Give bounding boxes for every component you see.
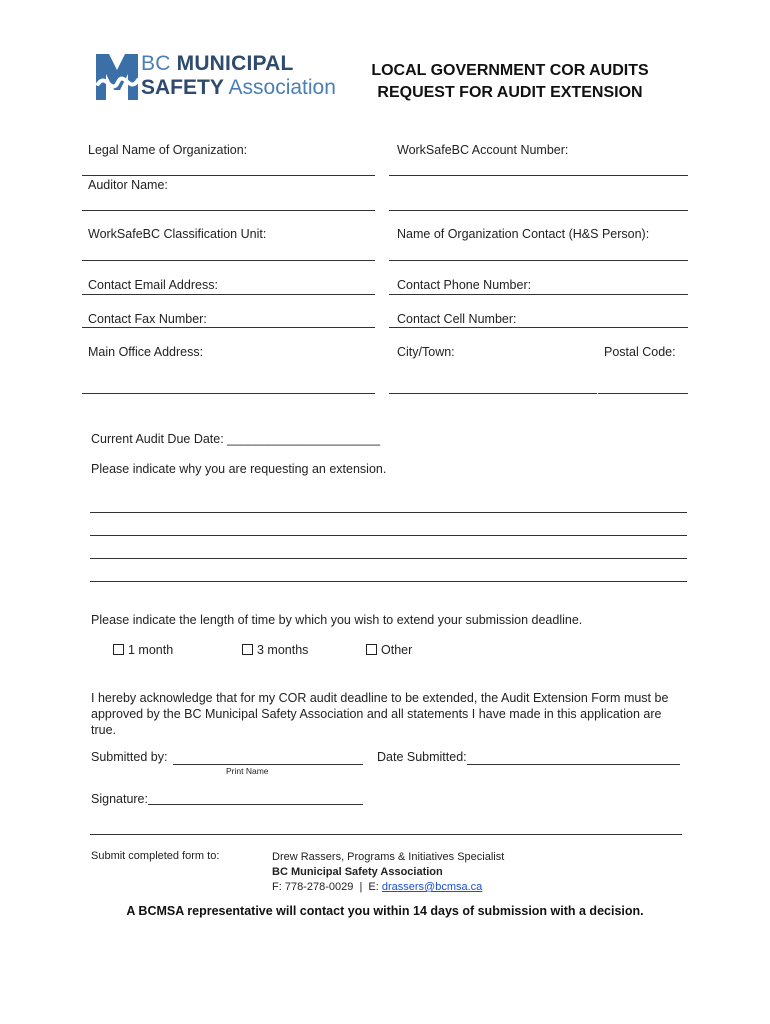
postal-code-label: Postal Code: (604, 345, 676, 359)
footer-note: A BCMSA representative will contact you within 14 days of submission with a decision. (126, 904, 644, 918)
logo-bc: BC (141, 52, 171, 75)
logo-municipal: MUNICIPAL (176, 52, 294, 75)
logo-mark-icon (92, 50, 142, 104)
postal-code-field[interactable] (598, 393, 688, 394)
reason-line-1[interactable] (90, 512, 687, 513)
contact-cell-field[interactable] (389, 327, 688, 328)
submitted-by-label: Submitted by: (91, 750, 168, 764)
submit-to-label: Submit completed form to: (91, 850, 220, 862)
contact-phone: F: 778-278-0029 | E: (272, 881, 382, 893)
page-title (340, 60, 680, 104)
account-number-label: WorkSafeBC Account Number: (397, 143, 569, 157)
contact-line (272, 880, 504, 895)
auditor-name-field[interactable] (82, 210, 375, 211)
contact-fax-label: Contact Fax Number: (88, 312, 207, 326)
option-other-label: Other (381, 643, 413, 657)
reason-line-3[interactable] (90, 558, 687, 559)
audit-due-date-field[interactable]: Current Audit Due Date: ______________________ (91, 432, 381, 446)
main-office-label: Main Office Address: (88, 345, 204, 359)
contact-fax-field[interactable] (82, 327, 375, 328)
checkbox-icon (242, 644, 253, 655)
submitted-by-field[interactable] (173, 764, 363, 765)
contact-block (272, 850, 504, 895)
option-1-month[interactable] (113, 643, 173, 657)
contact-email-label: Contact Email Address: (88, 278, 218, 292)
contact-name-field[interactable] (389, 260, 688, 261)
checkbox-icon (366, 644, 377, 655)
classification-unit-field[interactable] (82, 260, 375, 261)
date-submitted-field[interactable] (467, 764, 680, 765)
length-prompt: Please indicate the length of time by which you wish to extend your submission deadline. (91, 613, 583, 627)
city-town-field[interactable] (389, 393, 597, 394)
signature-label: Signature: (91, 792, 148, 806)
option-3-months[interactable] (242, 643, 308, 657)
contact-phone-label: Contact Phone Number: (397, 278, 532, 292)
print-name-caption: Print Name (226, 766, 269, 776)
contact-email-link[interactable]: drassers@bcmsa.ca (381, 881, 483, 893)
reason-line-4[interactable] (90, 581, 687, 582)
city-town-label: City/Town: (397, 345, 455, 359)
main-office-field[interactable] (82, 393, 375, 394)
acknowledgement-text: I hereby acknowledge that for my COR audit deadline to be extended, the Audit Extension Form must be approved by the BC Municipal Safety Association and all statements I have made in this application are true. (91, 691, 669, 737)
reason-prompt: Please indicate why you are requesting an extension. (91, 462, 387, 476)
reason-line-2[interactable] (90, 535, 687, 536)
legal-name-field[interactable] (82, 175, 375, 176)
option-1-month-label: 1 month (128, 643, 174, 657)
divider (90, 834, 682, 835)
contact-name-label: Name of Organization Contact (H&S Person): (397, 227, 650, 241)
bcmsa-logo (92, 50, 336, 104)
logo-association: Association (228, 76, 336, 99)
auditor-name-label: Auditor Name: (88, 178, 168, 192)
title-line-2: REQUEST FOR AUDIT EXTENSION (377, 84, 643, 101)
logo-safety: SAFETY (141, 76, 224, 99)
classification-unit-label: WorkSafeBC Classification Unit: (88, 227, 267, 241)
title-line-1: LOCAL GOVERNMENT COR AUDITS (371, 62, 649, 79)
option-other[interactable] (366, 643, 412, 657)
option-3-months-label: 3 months (257, 643, 309, 657)
contact-name-title: Drew Rassers, Programs & Initiatives Specialist (272, 851, 505, 863)
contact-email-field[interactable] (82, 294, 375, 295)
legal-name-label: Legal Name of Organization: (88, 143, 248, 157)
contact-org: BC Municipal Safety Association (272, 866, 443, 878)
date-submitted-label: Date Submitted: (377, 750, 467, 764)
auditor-name-field-2[interactable] (389, 210, 688, 211)
checkbox-icon (113, 644, 124, 655)
signature-field[interactable] (148, 804, 363, 805)
contact-cell-label: Contact Cell Number: (397, 312, 517, 326)
contact-phone-field[interactable] (389, 294, 688, 295)
account-number-field[interactable] (389, 175, 688, 176)
